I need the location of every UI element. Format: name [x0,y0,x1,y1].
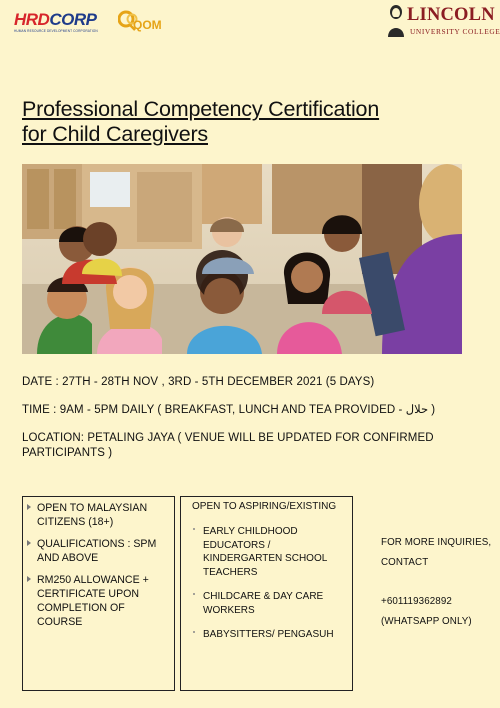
eligibility-item: RM250 ALLOWANCE + CERTIFICATE UPON COMPLETION OF COURSE [37,573,168,629]
eligibility-item: QUALIFICATIONS : SPM AND ABOVE [37,537,168,565]
audience-item: EARLY CHILDHOOD EDUCATORS / KINDERGARTEN SCHOOL TEACHERS [203,525,348,579]
triangle-bullet-icon [27,576,31,582]
triangle-bullet-icon [27,540,31,546]
title-line-2: for Child Caregivers [22,122,208,146]
qom-logo [118,8,174,34]
corp-logo-text: CORP [49,10,97,29]
dot-bullet-icon [193,631,195,633]
dot-bullet-icon [193,528,195,530]
inquiries-line-2: CONTACT [381,557,429,568]
eligibility-box [22,496,175,691]
page-title [22,97,482,147]
hrdcorp-logo [14,10,106,34]
classroom-photo [22,164,462,354]
audience-box [180,496,353,691]
audience-item: BABYSITTERS/ PENGASUH [203,628,348,642]
event-location: LOCATION: PETALING JAYA ( VENUE WILL BE UPDATED FOR CONFIRMED PARTICIPANTS ) [22,432,434,459]
title-line-1: Professional Competency Certification [22,97,380,121]
hrd-logo-text: HRD [14,10,50,29]
contact-note: (WHATSAPP ONLY) [381,616,472,627]
event-date: DATE : 27TH - 28TH NOV , 3RD - 5TH DECEMBER 2021 (5 DAYS) [22,376,375,388]
lincoln-logo-title: LINCOLN [407,5,495,25]
lincoln-logo-subtitle: UNIVERSITY COLLEGE [410,27,500,36]
hrdcorp-logo-subtitle: HUMAN RESOURCE DEVELOPMENT CORPORATION [14,29,98,33]
lincoln-portrait-icon [385,3,407,37]
eligibility-item: OPEN TO MALAYSIAN CITIZENS (18+) [37,501,168,529]
audience-list [181,513,352,642]
children-classroom-image [22,164,462,354]
audience-item: CHILDCARE & DAY CARE WORKERS [203,590,348,617]
triangle-bullet-icon [27,504,31,510]
dot-bullet-icon [193,593,195,595]
eligibility-list [23,497,174,629]
event-time: TIME : 9AM - 5PM DAILY ( BREAKFAST, LUNCH AND TEA PROVIDED - حلال ) [22,404,436,416]
qom-logo-text: QOM [133,18,162,32]
contact-phone: +601119362892 [381,596,452,607]
inquiries-line-1: FOR MORE INQUIRIES, [381,537,492,548]
audience-header: OPEN TO ASPIRING/EXISTING [192,501,337,512]
lincoln-logo [385,3,500,37]
